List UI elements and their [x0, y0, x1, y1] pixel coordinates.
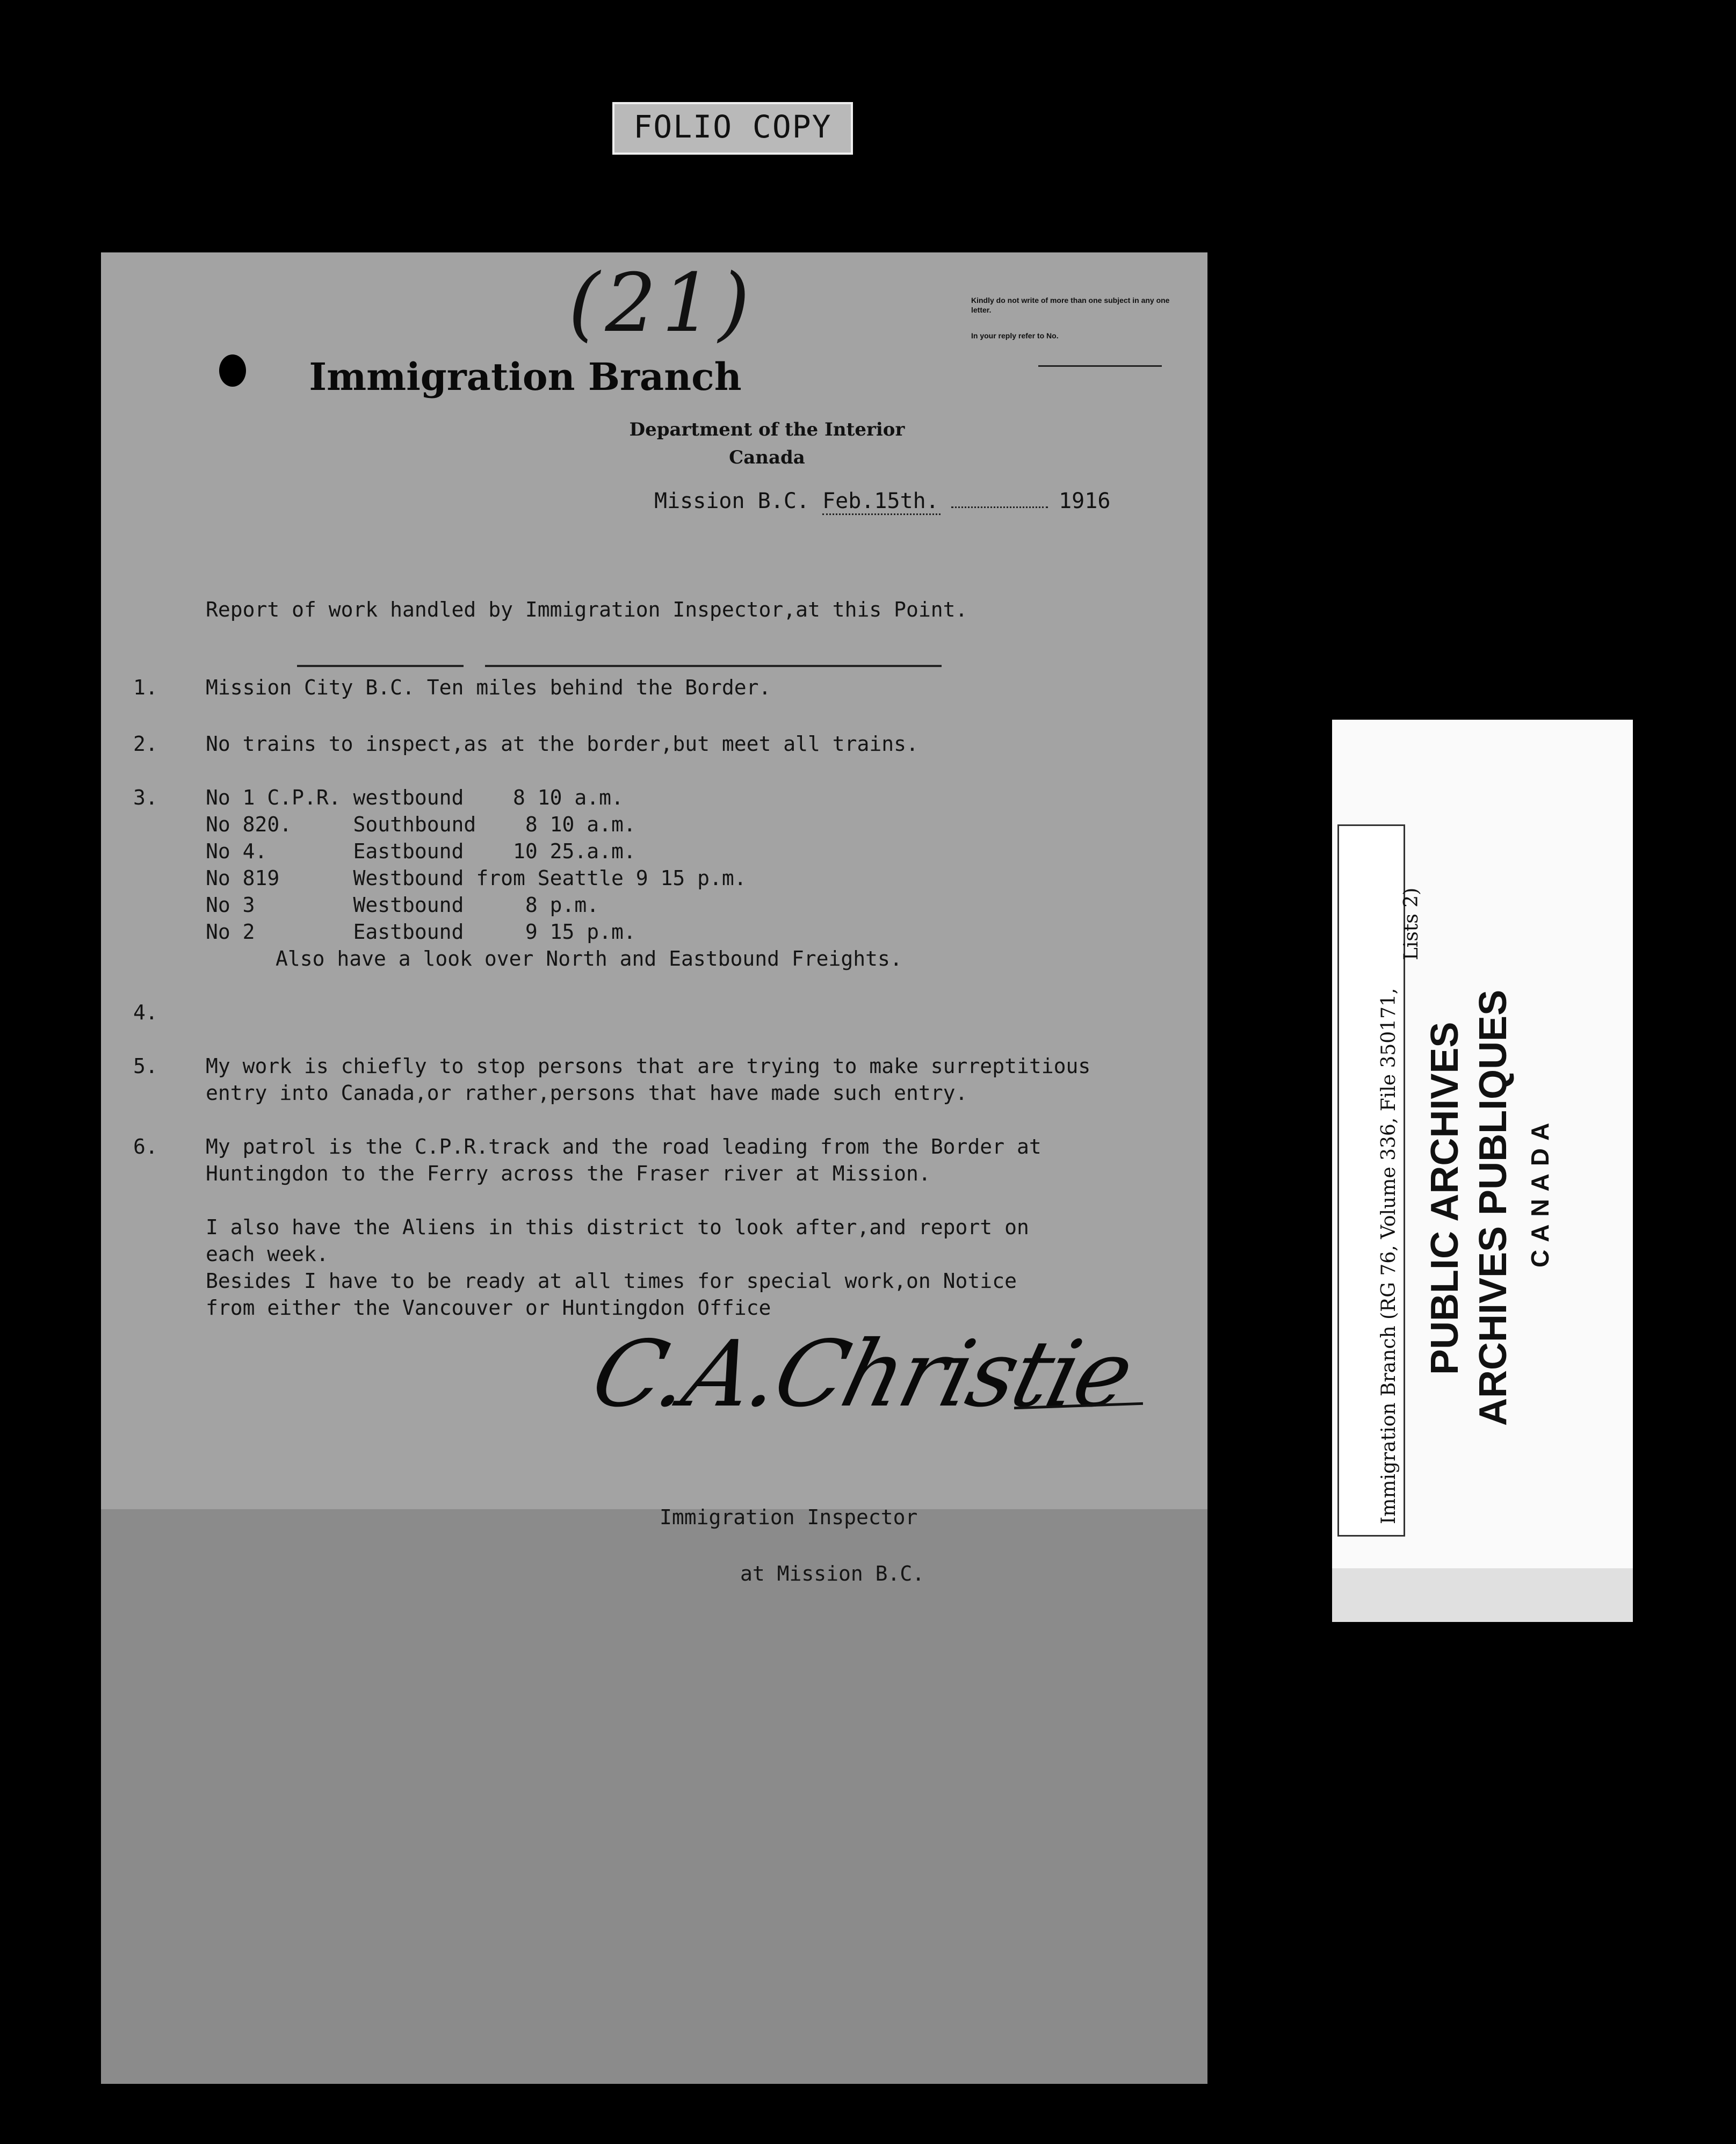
item-3-text: No 1 C.P.R. westbound 8 10 a.m.	[206, 786, 624, 809]
archive-reference-line1: Immigration Branch (RG 76, Volume 336, File 350171,	[1378, 988, 1400, 1524]
signatory-place: at Mission B.C.	[740, 1562, 925, 1585]
divider-long	[485, 665, 942, 667]
archive-stamp-line2: ARCHIVES PUBLIQUES	[1472, 989, 1515, 1426]
dateline	[654, 489, 1245, 515]
date-year: 1916	[1059, 489, 1111, 513]
item-6-number: 6.	[133, 1135, 158, 1158]
report-title: Report of work handled by Immigration Inspector,at this Point.	[206, 598, 968, 621]
date-value: Feb.15th.	[822, 489, 941, 515]
date-place: Mission B.C.	[654, 489, 809, 513]
divider-short	[297, 665, 464, 667]
folio-label	[612, 102, 853, 155]
train-row: No 3 Westbound 8 p.m.	[206, 893, 599, 917]
document-sheet	[101, 252, 1207, 2084]
archive-stamp-line3: CANADA	[1526, 1115, 1554, 1267]
item-5-line2: entry into Canada,or rather,persons that have made such entry.	[206, 1081, 968, 1105]
item-2-number: 2.	[133, 732, 158, 756]
item-6-line2: Huntingdon to the Ferry across the Fraser river at Mission.	[206, 1162, 931, 1185]
closing-line: I also have the Aliens in this district to look after,and report on	[206, 1215, 1029, 1239]
reply-note-line2: In your reply refer to No.	[971, 331, 1059, 340]
freights-note: Also have a look over North and Eastbound Freights.	[276, 947, 902, 970]
train-row: No 4. Eastbound 10 25.a.m.	[206, 839, 636, 863]
reply-ref-line	[1038, 365, 1162, 367]
item-3-number: 3.	[133, 786, 158, 809]
signature: C.A.Christie	[582, 1321, 1142, 1428]
item-6-line1: My patrol is the C.P.R.track and the road leading from the Border at	[206, 1135, 1041, 1158]
item-5-number: 5.	[133, 1054, 158, 1078]
closing-line: Besides I have to be ready at all times for special work,on Notice	[206, 1269, 1017, 1293]
reply-note	[971, 295, 1186, 341]
folio-label-text: FOLIO COPY	[633, 108, 832, 145]
train-row: No 819 Westbound from Seattle 9 15 p.m.	[206, 866, 747, 890]
letterhead-department: Department of the Interior	[629, 419, 905, 440]
item-1-text: Mission City B.C. Ten miles behind the Border.	[206, 676, 771, 699]
train-row: No 2 Eastbound 9 15 p.m.	[206, 920, 636, 944]
signatory-title: Immigration Inspector	[660, 1505, 918, 1529]
item-2-text: No trains to inspect,as at the border,but meet all trains.	[206, 732, 918, 756]
item-4-number: 4.	[133, 1001, 158, 1024]
letterhead-branch: Immigration Branch	[309, 354, 742, 399]
archive-reference-line2: Lists 2)	[1400, 887, 1422, 960]
closing-line: from either the Vancouver or Huntingdon Office	[206, 1296, 771, 1320]
closing-line: each week.	[206, 1242, 329, 1266]
archive-reference	[1378, 888, 1423, 1524]
archive-stamp-line1: PUBLIC ARCHIVES	[1423, 1022, 1466, 1375]
page-number: (21)	[568, 257, 755, 350]
item-5-line1: My work is chiefly to stop persons that are trying to make surreptitious	[206, 1054, 1091, 1078]
item-1-number: 1.	[133, 676, 158, 699]
train-row: No 820. Southbound 8 10 a.m.	[206, 813, 636, 836]
reply-note-line1: Kindly do not write of more than one subject in any one letter.	[971, 296, 1170, 314]
letterhead-country: Canada	[729, 447, 805, 468]
